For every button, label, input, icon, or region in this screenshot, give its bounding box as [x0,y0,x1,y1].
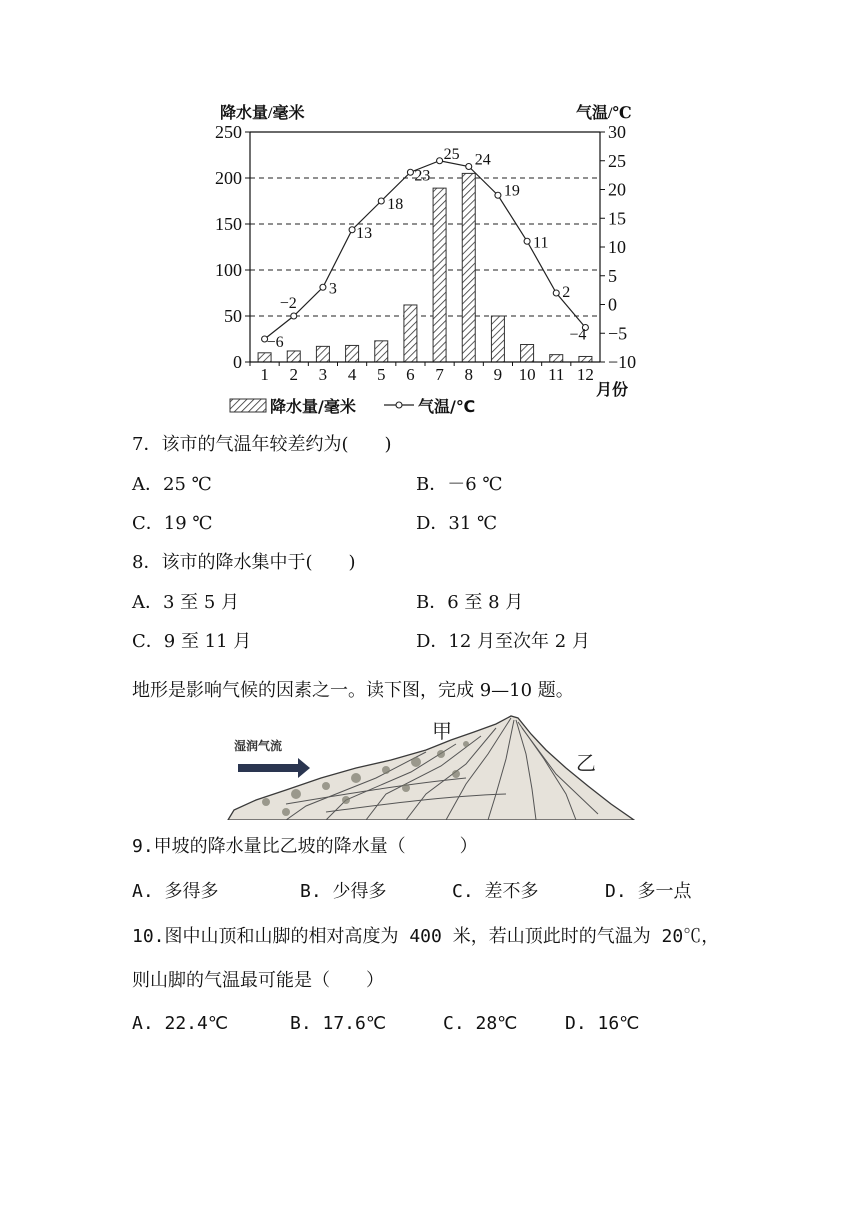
precip-bar-7 [433,188,446,362]
precip-bar-10 [521,345,534,362]
right-tick-label-4: 10 [608,237,626,257]
temp-label-2: −2 [279,295,297,312]
legend-line-label: 气温/℃ [418,397,476,416]
climate-chart [200,92,640,422]
question-7-stem: 7．该市的气温年较差约为( ) [132,434,392,455]
temp-label-8: 24 [474,151,491,169]
temp-point-5 [378,198,384,204]
temp-label-12: −4 [569,326,587,344]
question-9-option-d: D. 多一点 [605,881,692,902]
temp-point-9 [495,192,501,198]
airflow-label: 湿润气流 [234,739,283,753]
x-tick-label-12: 12 [576,365,594,384]
temp-point-3 [320,284,326,290]
question-10-stem-line-2: 则山脚的气温最可能是（ ） [132,970,384,991]
precip-bar-3 [316,346,329,362]
x-tick-label-4: 4 [347,365,357,384]
left-tick-label-200: 200 [215,168,242,188]
temp-point-10 [524,238,530,244]
legend-line-marker [396,402,402,408]
question-10-option-d: D. 16℃ [565,1013,640,1034]
question-8-option-d: D．12 月至次年 2 月 [416,631,590,652]
question-9-option-c: C. 差不多 [452,881,539,902]
question-7-option-c: C．19 ℃ [132,513,213,534]
question-8-option-a: A．3 至 5 月 [132,592,240,613]
question-10-stem-line-1: 10.图中山顶和山脚的相对高度为 400 米，若山顶此时的气温为 20℃， [132,926,720,947]
precip-bar-2 [287,351,300,362]
x-tick-label-11: 11 [548,365,565,384]
x-tick-label-7: 7 [435,365,444,384]
temperature-line [262,146,589,351]
precip-bar-11 [550,355,563,362]
x-tick-label-10: 10 [518,365,536,384]
airflow-arrow-icon [238,758,310,778]
question-9-option-b: B. 少得多 [300,881,387,902]
right-tick-label-7: 25 [608,150,626,171]
right-tick-label-8: 30 [608,122,626,142]
slope-label-yi: 乙 [576,751,596,775]
precip-bar-12 [579,356,592,362]
legend-bar-swatch [230,399,266,412]
question-10-option-c: C. 28℃ [443,1013,518,1034]
left-tick-label-150: 150 [215,214,242,234]
temp-label-3: 3 [328,280,337,298]
temp-point-6 [407,169,413,175]
temp-label-4: 13 [356,224,373,242]
temp-label-9: 19 [503,182,520,200]
question-7-option-a: A．25 ℃ [132,474,212,495]
chart-axes [215,122,636,399]
right-axis-title: 气温/℃ [576,105,632,122]
left-axis-title: 降水量/毫米 [220,105,305,122]
right-tick-label-1: −5 [608,323,628,344]
right-tick-label-5: 15 [608,208,626,229]
mountain-illustration [226,714,636,820]
temp-point-11 [553,290,559,296]
x-tick-label-3: 3 [318,365,328,384]
precip-bar-1 [258,353,271,362]
x-tick-label-6: 6 [406,365,415,384]
temp-label-11: 2 [562,284,571,301]
right-tick-label-0: −10 [608,352,637,372]
temp-point-7 [437,158,443,164]
x-tick-label-2: 2 [289,365,298,384]
temp-label-5: 18 [387,196,404,213]
left-tick-label-100: 100 [215,260,242,280]
right-tick-label-6: 20 [608,179,626,200]
left-tick-label-0: 0 [233,352,242,372]
precip-bar-6 [404,305,417,362]
x-tick-label-9: 9 [493,365,503,384]
question-8-option-b: B．6 至 8 月 [416,592,524,613]
temp-point-8 [466,164,472,170]
question-9-stem: 9.甲坡的降水量比乙坡的降水量（ ） [132,836,478,857]
x-tick-label-1: 1 [260,365,269,384]
temp-point-4 [349,227,355,233]
chart-legend [230,397,475,416]
question-8-stem: 8．该市的降水集中于( ) [132,552,356,573]
precip-bar-9 [491,316,504,362]
question-7-option-d: D．31 ℃ [416,513,498,534]
precip-bar-8 [462,173,475,362]
x-tick-label-8: 8 [464,365,473,384]
precip-bar-4 [346,345,359,362]
temp-label-1: −6 [266,334,284,351]
question-9-option-a: A. 多得多 [132,881,219,902]
temp-label-7: 25 [443,145,460,163]
question-8-option-c: C．9 至 11 月 [132,631,252,652]
temp-label-10: 11 [533,234,549,252]
right-tick-label-2: 0 [608,294,617,315]
temp-label-6: 23 [414,167,431,185]
left-tick-label-50: 50 [224,306,242,326]
right-tick-label-3: 5 [608,265,617,286]
x-axis-title: 月份 [596,380,629,399]
question-10-option-a: A. 22.4℃ [132,1013,229,1034]
temp-point-2 [291,313,297,319]
legend-bar-label: 降水量/毫米 [270,397,356,416]
precip-bar-5 [375,341,388,362]
slope-label-jia: 甲 [432,719,452,743]
question-7-option-b: B．－6 ℃ [416,474,503,495]
left-tick-label-250: 250 [215,122,242,142]
section-intro: 地形是影响气候的因素之一。读下图，完成 9—10 题。 [132,680,574,701]
x-tick-label-5: 5 [377,365,386,384]
question-10-option-b: B. 17.6℃ [290,1013,387,1034]
